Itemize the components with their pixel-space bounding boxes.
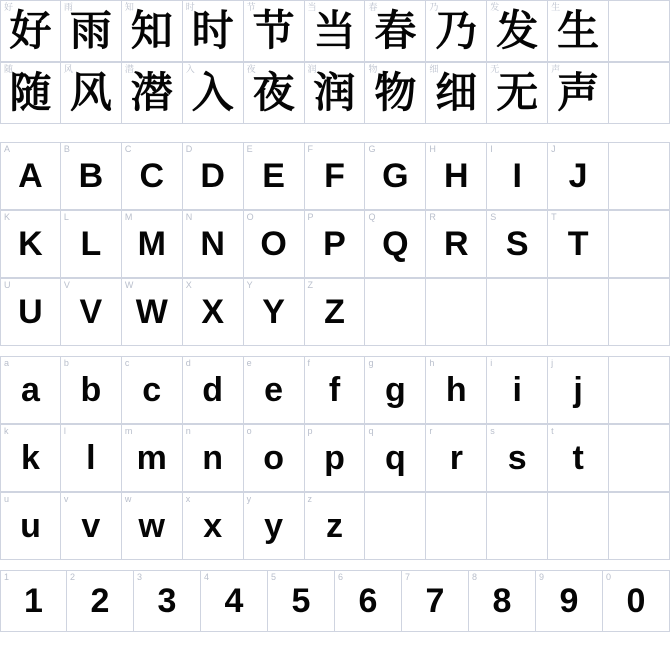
glyph-cell <box>244 356 305 424</box>
uppercase-row-1 <box>0 142 670 210</box>
glyph-tag: K <box>4 212 11 222</box>
glyph-tag: Y <box>246 280 253 290</box>
glyph-character: E <box>262 157 285 195</box>
glyph-tag: W <box>124 280 134 290</box>
band-divider <box>0 124 670 142</box>
glyph-character: 声 <box>557 68 600 117</box>
glyph-tag: m <box>124 426 133 436</box>
glyph-character: V <box>79 293 103 331</box>
glyph-cell <box>305 492 366 560</box>
glyph-tag: E <box>246 144 253 154</box>
glyph-tag: 潜 <box>124 64 134 74</box>
glyph-cell <box>365 142 426 210</box>
glyph-tag: O <box>246 212 254 222</box>
glyph-character: C <box>139 157 165 195</box>
glyph-cell <box>426 356 487 424</box>
glyph-tag: t <box>551 426 554 436</box>
glyph-character: u <box>20 507 41 545</box>
glyph-cell <box>469 570 536 632</box>
glyph-tag: 7 <box>405 572 411 582</box>
glyph-cell <box>305 210 366 278</box>
glyph-character: P <box>323 225 346 263</box>
glyph-tag: 好 <box>4 2 14 12</box>
glyph-cell <box>305 0 366 62</box>
glyph-character: H <box>444 157 469 195</box>
glyph-cell <box>122 0 183 62</box>
glyph-cell <box>61 356 122 424</box>
glyph-character: G <box>382 157 409 195</box>
glyph-character: b <box>80 371 102 409</box>
glyph-tag: U <box>4 280 11 290</box>
glyph-cell <box>183 492 244 560</box>
glyph-cell <box>603 570 670 632</box>
glyph-character: 知 <box>130 6 173 55</box>
glyph-tag: q <box>368 426 374 436</box>
glyph-cell <box>244 492 305 560</box>
glyph-character: 0 <box>626 582 646 620</box>
glyph-cell <box>402 570 469 632</box>
glyph-tag: 知 <box>124 2 134 12</box>
glyph-character: g <box>385 371 406 409</box>
glyph-cell <box>305 62 366 124</box>
glyph-character: 生 <box>557 6 600 55</box>
glyph-character: M <box>137 225 166 263</box>
glyph-character: x <box>203 507 223 545</box>
glyph-tag: 春 <box>368 2 378 12</box>
glyph-tag: i <box>490 358 493 368</box>
glyph-tag: 4 <box>204 572 210 582</box>
glyph-cell <box>609 424 670 492</box>
glyph-cell <box>67 570 134 632</box>
glyph-character: R <box>444 225 469 263</box>
lowercase-row-1 <box>0 356 670 424</box>
glyph-cell <box>122 356 183 424</box>
glyph-character: p <box>324 439 345 477</box>
glyph-character: w <box>138 507 165 545</box>
glyph-character: 随 <box>9 68 52 117</box>
glyph-tag: 乃 <box>429 2 439 12</box>
glyph-character: 无 <box>496 68 539 117</box>
glyph-tag: T <box>551 212 557 222</box>
glyph-tag: H <box>429 144 436 154</box>
glyph-tag: X <box>185 280 192 290</box>
glyph-character: D <box>200 157 225 195</box>
glyph-character: 发 <box>496 6 539 55</box>
glyph-tag: v <box>63 494 69 504</box>
glyph-character: c <box>142 371 162 409</box>
band-divider <box>0 346 670 356</box>
glyph-cell <box>487 210 548 278</box>
glyph-tag: F <box>307 144 314 154</box>
glyph-tag: a <box>4 358 10 368</box>
glyph-tag: w <box>124 494 132 504</box>
glyph-cell <box>61 424 122 492</box>
glyph-tag: p <box>307 426 313 436</box>
glyph-character: 3 <box>157 582 177 620</box>
glyph-character: n <box>202 439 224 477</box>
glyph-cell <box>305 356 366 424</box>
glyph-tag: 5 <box>271 572 277 582</box>
glyph-tag: 无 <box>490 64 500 74</box>
glyph-cell <box>609 210 670 278</box>
glyph-tag: A <box>4 144 11 154</box>
glyph-tag: J <box>551 144 556 154</box>
glyph-character: 6 <box>358 582 378 620</box>
glyph-character: 4 <box>224 582 244 620</box>
glyph-character: 风 <box>69 68 112 117</box>
glyph-cell <box>548 424 609 492</box>
glyph-character: 入 <box>191 68 234 117</box>
glyph-cell <box>61 210 122 278</box>
glyph-cell <box>548 142 609 210</box>
glyph-character: e <box>264 371 284 409</box>
glyph-tag: 6 <box>338 572 344 582</box>
glyph-character: Q <box>382 225 409 263</box>
glyph-tag: h <box>429 358 435 368</box>
glyph-tag: I <box>490 144 493 154</box>
glyph-tag: 生 <box>551 2 561 12</box>
glyph-cell <box>335 570 402 632</box>
glyph-cell <box>609 62 670 124</box>
glyph-character: Y <box>262 293 285 331</box>
glyph-character: L <box>80 225 102 263</box>
uppercase-row-3 <box>0 278 670 346</box>
glyph-character: 8 <box>492 582 512 620</box>
glyph-cell <box>487 0 548 62</box>
glyph-cell <box>365 356 426 424</box>
glyph-cell <box>548 356 609 424</box>
glyph-tag: e <box>246 358 252 368</box>
glyph-cell <box>244 210 305 278</box>
glyph-cell <box>0 142 61 210</box>
glyph-character: 7 <box>425 582 445 620</box>
glyph-character: I <box>512 157 522 195</box>
glyph-tag: b <box>63 358 69 368</box>
glyph-character: q <box>385 439 406 477</box>
glyph-character: 9 <box>559 582 579 620</box>
glyph-tag: 细 <box>429 64 439 74</box>
glyph-cell <box>0 570 67 632</box>
glyph-cell <box>244 62 305 124</box>
glyph-tag: 风 <box>63 64 73 74</box>
glyph-cell <box>609 278 670 346</box>
glyph-tag: y <box>246 494 252 504</box>
glyph-cell <box>365 210 426 278</box>
glyph-cell <box>183 62 244 124</box>
glyph-character: K <box>18 225 43 263</box>
band-divider <box>0 560 670 570</box>
glyph-character: k <box>20 439 40 477</box>
glyph-tag: 夜 <box>246 64 256 74</box>
glyph-cell <box>0 0 61 62</box>
glyph-cell <box>305 142 366 210</box>
glyph-character: 节 <box>252 6 295 55</box>
glyph-tag: 3 <box>137 572 143 582</box>
glyph-tag: n <box>185 426 191 436</box>
glyph-cell <box>122 142 183 210</box>
glyph-tag: z <box>307 494 313 504</box>
glyph-tag: d <box>185 358 191 368</box>
glyph-tag: g <box>368 358 374 368</box>
glyph-character: j <box>573 371 583 409</box>
glyph-tag: V <box>63 280 70 290</box>
glyph-cell <box>426 278 487 346</box>
glyph-tag: G <box>368 144 376 154</box>
glyph-cell <box>122 424 183 492</box>
glyph-cell <box>61 492 122 560</box>
glyph-cell <box>426 0 487 62</box>
lowercase-row-3 <box>0 492 670 560</box>
glyph-cell <box>61 142 122 210</box>
glyph-cell <box>201 570 268 632</box>
glyph-character: 2 <box>90 582 110 620</box>
glyph-character: A <box>18 157 43 195</box>
glyph-tag: j <box>551 358 554 368</box>
glyph-character: r <box>449 439 463 477</box>
glyph-cell <box>183 424 244 492</box>
glyph-cell <box>365 278 426 346</box>
glyph-character: 雨 <box>69 6 112 55</box>
glyph-character: d <box>202 371 224 409</box>
glyph-cell <box>183 142 244 210</box>
uppercase-row-2 <box>0 210 670 278</box>
glyph-character: y <box>264 507 284 545</box>
glyph-character: 春 <box>374 6 417 55</box>
glyph-character: 物 <box>374 68 417 117</box>
glyph-character: 好 <box>9 6 52 55</box>
glyph-cell <box>536 570 603 632</box>
glyph-cell <box>183 278 244 346</box>
glyph-character: B <box>78 157 104 195</box>
glyph-cell <box>61 62 122 124</box>
glyph-tag: 声 <box>551 64 561 74</box>
glyph-tag: C <box>124 144 132 154</box>
glyph-cell <box>365 62 426 124</box>
glyph-tag: S <box>490 212 497 222</box>
glyph-character: v <box>81 507 101 545</box>
glyph-tag: R <box>429 212 436 222</box>
glyph-character: F <box>324 157 345 195</box>
glyph-tag: 当 <box>307 2 317 12</box>
glyph-tag: 物 <box>368 64 378 74</box>
glyph-cell <box>0 210 61 278</box>
glyph-character: U <box>18 293 43 331</box>
glyph-cell <box>426 210 487 278</box>
glyph-tag: l <box>63 426 66 436</box>
glyph-cell <box>0 356 61 424</box>
glyph-cell <box>548 62 609 124</box>
lowercase-row-2 <box>0 424 670 492</box>
glyph-cell <box>548 278 609 346</box>
glyph-character: O <box>260 225 287 263</box>
glyph-cell <box>122 62 183 124</box>
glyph-tag: N <box>185 212 193 222</box>
glyph-tag: x <box>185 494 191 504</box>
glyph-character: o <box>263 439 284 477</box>
glyph-character: 夜 <box>252 68 295 117</box>
glyph-cell <box>244 424 305 492</box>
glyph-tag: L <box>63 212 69 222</box>
glyph-tag: D <box>185 144 193 154</box>
glyph-cell <box>0 492 61 560</box>
glyph-tag: s <box>490 426 495 436</box>
glyph-character: 5 <box>291 582 311 620</box>
glyph-cell <box>487 424 548 492</box>
glyph-character: z <box>325 507 343 545</box>
glyph-character: S <box>505 225 529 263</box>
glyph-tag: r <box>429 426 433 436</box>
glyph-tag: 节 <box>246 2 256 12</box>
glyph-tag: 入 <box>185 64 195 74</box>
glyph-character: X <box>201 293 225 331</box>
glyph-tag: 8 <box>472 572 478 582</box>
glyph-cell <box>609 492 670 560</box>
glyph-cell <box>426 492 487 560</box>
glyph-cell <box>365 492 426 560</box>
glyph-character: Z <box>324 293 345 331</box>
glyph-character: a <box>20 371 40 409</box>
glyph-tag: B <box>63 144 70 154</box>
glyph-character: 1 <box>24 582 43 620</box>
glyph-tag: u <box>4 494 10 504</box>
glyph-cell <box>487 356 548 424</box>
glyph-character: 当 <box>313 6 356 55</box>
digits-row <box>0 570 670 632</box>
glyph-character: 乃 <box>435 6 478 55</box>
glyph-tag: 发 <box>490 2 500 12</box>
glyph-tag: 时 <box>185 2 195 12</box>
glyph-cell <box>0 278 61 346</box>
glyph-cell <box>365 0 426 62</box>
glyph-character: f <box>328 371 341 409</box>
glyph-tag: 1 <box>4 572 10 582</box>
glyph-character: l <box>86 439 96 477</box>
glyph-cell <box>244 278 305 346</box>
glyph-cell <box>183 356 244 424</box>
glyph-tag: M <box>124 212 133 222</box>
glyph-cell <box>426 142 487 210</box>
glyph-character: i <box>512 371 522 409</box>
glyph-character: N <box>200 225 225 263</box>
glyph-cell <box>487 142 548 210</box>
glyph-character: W <box>135 293 168 331</box>
glyph-character: s <box>507 439 527 477</box>
glyph-cell <box>183 210 244 278</box>
glyph-cell <box>426 62 487 124</box>
glyph-cell <box>244 142 305 210</box>
glyph-cell <box>548 210 609 278</box>
cjk-line-2 <box>0 62 670 124</box>
glyph-cell <box>609 142 670 210</box>
glyph-cell <box>609 356 670 424</box>
glyph-character: J <box>568 157 588 195</box>
glyph-cell <box>365 424 426 492</box>
glyph-tag: P <box>307 212 314 222</box>
glyph-cell <box>609 0 670 62</box>
glyph-character: 润 <box>313 68 356 117</box>
glyph-character: 细 <box>435 68 478 117</box>
glyph-cell <box>61 0 122 62</box>
glyph-tag: 随 <box>4 64 14 74</box>
glyph-cell <box>548 0 609 62</box>
glyph-tag: 雨 <box>63 2 73 12</box>
glyph-cell <box>268 570 335 632</box>
glyph-tag: k <box>4 426 9 436</box>
glyph-cell <box>0 424 61 492</box>
glyph-character: h <box>445 371 467 409</box>
glyph-tag: f <box>307 358 311 368</box>
glyph-cell <box>244 0 305 62</box>
glyph-tag: 润 <box>307 64 317 74</box>
glyph-cell <box>487 492 548 560</box>
glyph-cell <box>487 278 548 346</box>
glyph-cell <box>122 210 183 278</box>
glyph-character: m <box>136 439 167 477</box>
glyph-character: T <box>567 225 589 263</box>
glyph-cell <box>122 492 183 560</box>
glyph-tag: 9 <box>539 572 545 582</box>
glyph-tag: c <box>124 358 130 368</box>
glyph-cell <box>122 278 183 346</box>
glyph-cell <box>61 278 122 346</box>
glyph-cell <box>134 570 201 632</box>
glyph-cell <box>426 424 487 492</box>
glyph-cell <box>487 62 548 124</box>
glyph-cell <box>548 492 609 560</box>
glyph-cell <box>0 62 61 124</box>
glyph-tag: 2 <box>70 572 76 582</box>
glyph-cell <box>305 424 366 492</box>
glyph-character: 潜 <box>130 68 173 117</box>
glyph-cell <box>305 278 366 346</box>
glyph-character: t <box>572 439 584 477</box>
cjk-line-1 <box>0 0 670 62</box>
glyph-tag: Q <box>368 212 376 222</box>
glyph-cell <box>183 0 244 62</box>
glyph-tag: Z <box>307 280 314 290</box>
glyph-tag: o <box>246 426 252 436</box>
glyph-character: 时 <box>191 6 234 55</box>
glyph-tag: 0 <box>606 572 612 582</box>
